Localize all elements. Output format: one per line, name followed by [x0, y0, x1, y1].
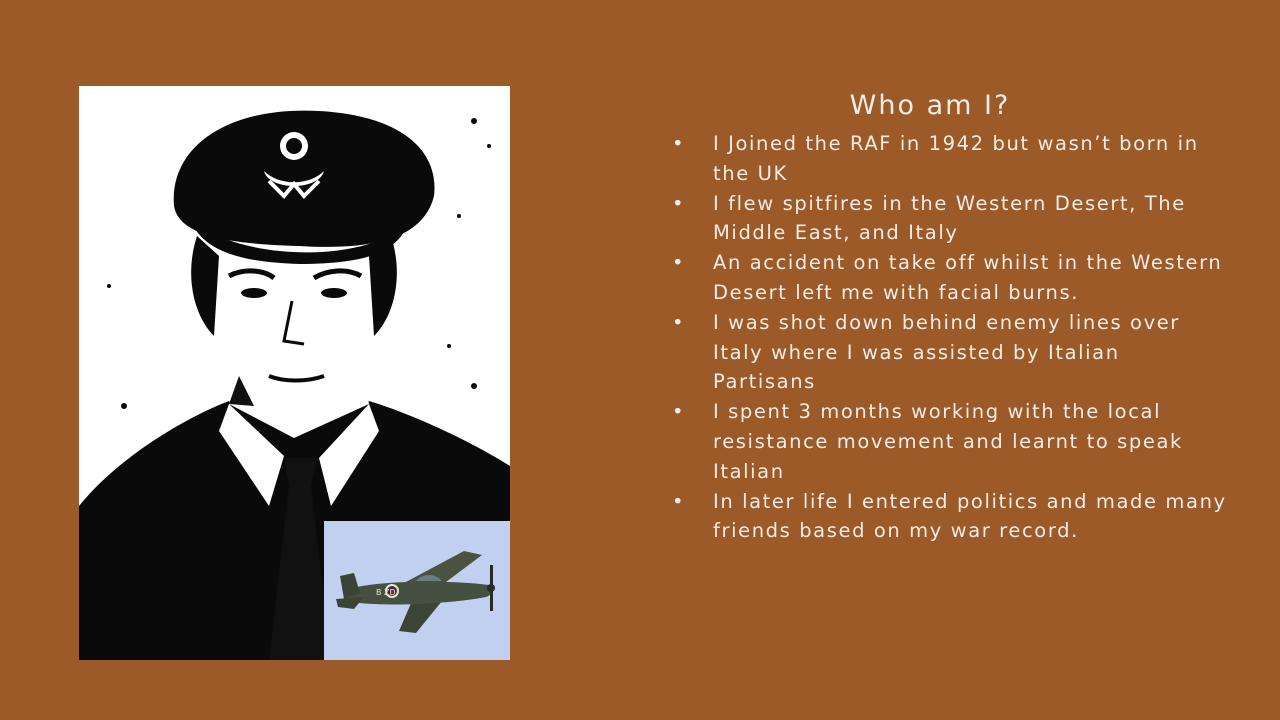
bullet-text: In later life I entered politics and made many friends based on my war record. [713, 489, 1227, 543]
list-item [670, 248, 1230, 308]
bullet-text: I flew spitfires in the Western Desert, The Middle East, and Italy [713, 191, 1186, 245]
bullet-icon: • [672, 310, 686, 334]
spitfire-plane-icon [324, 521, 510, 660]
list-item [670, 487, 1230, 547]
bullet-list [670, 129, 1230, 546]
list-item [670, 189, 1230, 249]
bullet-icon: • [672, 400, 686, 424]
bullet-icon: • [672, 191, 686, 215]
bullet-text: An accident on take off whilst in the Western Desert left me with facial burns. [713, 251, 1223, 304]
bullet-text: I Joined the RAF in 1942 but wasn’t born in the UK [713, 132, 1199, 185]
list-item [670, 129, 1230, 189]
spitfire-photo [324, 521, 510, 660]
list-item [670, 397, 1230, 486]
slide-title: Who am I? [849, 90, 1011, 121]
bullet-text: I spent 3 months working with the local resistance movement and learnt to speak Italian [713, 400, 1183, 483]
bullet-icon: • [672, 132, 686, 155]
bullet-text: I was shot down behind enemy lines over Italy where I was assisted by Italian Partisans [713, 310, 1180, 394]
bullet-icon: • [672, 489, 686, 513]
list-item [670, 308, 1230, 397]
aircraft-markings: B ZD [376, 588, 396, 597]
bullet-icon: • [672, 251, 686, 275]
